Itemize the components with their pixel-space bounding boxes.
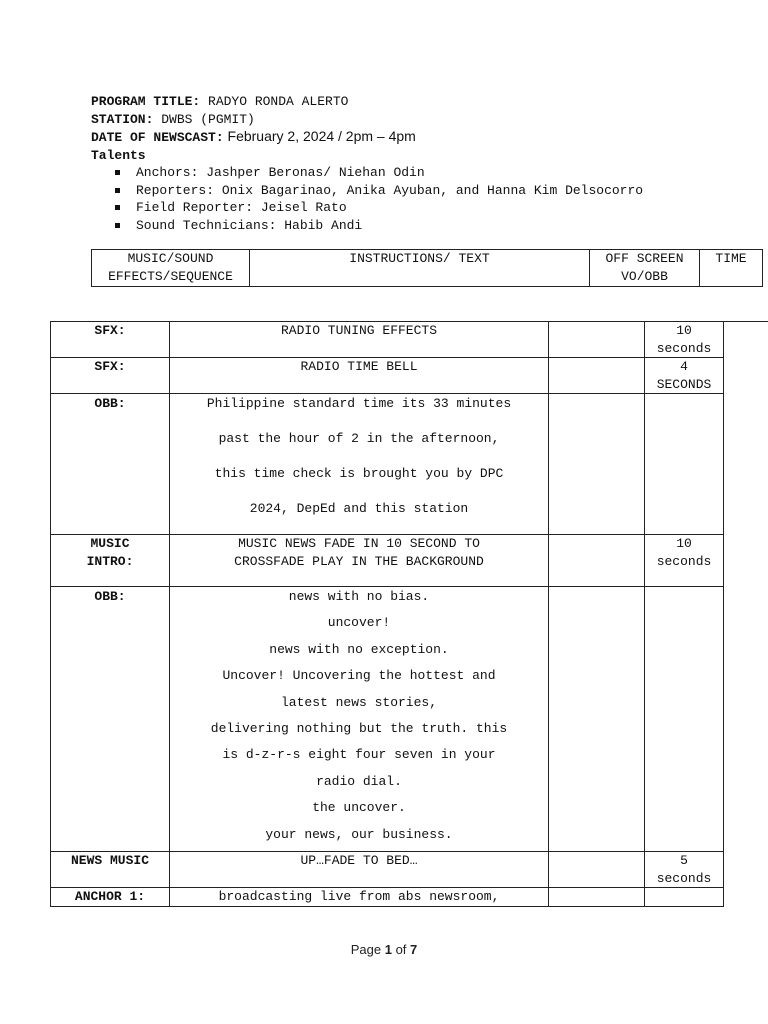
- talents-heading: Talents: [91, 147, 146, 163]
- row-voice: [549, 852, 645, 888]
- row-time: [645, 587, 724, 852]
- row-time: 4 SECONDS: [645, 358, 724, 394]
- talent-item: Field Reporter: Jeisel Rato: [91, 199, 643, 217]
- row-text: Philippine standard time its 33 minutes past the hour of 2 in the afternoon, this time check is brought you by DPC 2024, DepEd and this station: [170, 394, 549, 535]
- row-time: 5 seconds: [645, 852, 724, 888]
- row-voice: [549, 587, 645, 852]
- table-row: [51, 587, 724, 852]
- row-time: 10 seconds: [645, 535, 724, 587]
- row-label: NEWS MUSIC: [51, 852, 170, 888]
- row-label: ANCHOR 1:: [51, 888, 170, 907]
- table-row: [51, 322, 724, 358]
- row-time: 10 seconds: [645, 322, 724, 358]
- table-row: [51, 394, 724, 535]
- row-voice: [549, 394, 645, 535]
- talent-item: Reporters: Onix Bagarinao, Anika Ayuban, and Hanna Kim Delsocorro: [91, 182, 643, 200]
- table-row: [51, 888, 724, 907]
- row-text: RADIO TUNING EFFECTS: [170, 322, 549, 358]
- col-time: TIME: [700, 250, 763, 287]
- row-voice: [549, 535, 645, 587]
- row-label: MUSIC INTRO:: [51, 535, 170, 587]
- row-voice: [549, 888, 645, 907]
- row-text: news with no bias. uncover! news with no exception. Uncover! Uncovering the hottest and latest news stories, delivering nothing but the truth. this is d-z-r-s eight four seven in your radio dial. the uncover. your news, our business.: [170, 587, 549, 852]
- station-line: STATION: DWBS (PGMIT): [91, 111, 255, 127]
- talent-item: Sound Technicians: Habib Andi: [91, 217, 643, 235]
- talents-list: [91, 164, 643, 234]
- document-header: [91, 93, 643, 234]
- table-row: [51, 852, 724, 888]
- row-label: OBB:: [51, 394, 170, 535]
- row-text: UP…FADE TO BED…: [170, 852, 549, 888]
- row-label: OBB:: [51, 587, 170, 852]
- col-instructions: INSTRUCTIONS/ TEXT: [250, 250, 590, 287]
- script-table: [50, 321, 724, 907]
- program-title-line: PROGRAM TITLE: RADYO RONDA ALERTO: [91, 94, 349, 109]
- row-text: MUSIC NEWS FADE IN 10 SECOND TO CROSSFADE PLAY IN THE BACKGROUND: [170, 535, 549, 587]
- row-voice: [549, 358, 645, 394]
- date-line: DATE OF NEWSCAST: February 2, 2024 / 2pm – 4pm: [91, 128, 416, 145]
- row-voice: [549, 322, 645, 358]
- column-header-table: [91, 249, 763, 287]
- row-text: broadcasting live from abs newsroom,: [170, 888, 549, 907]
- table-row: [51, 535, 724, 587]
- talent-item: Anchors: Jashper Beronas/ Niehan Odin: [91, 164, 643, 182]
- col-music-sfx: MUSIC/SOUND EFFECTS/SEQUENCE: [92, 250, 250, 287]
- row-label: SFX:: [51, 358, 170, 394]
- col-off-screen: OFF SCREEN VO/OBB: [590, 250, 700, 287]
- row-text: RADIO TIME BELL: [170, 358, 549, 394]
- page-footer: Page 1 of 7: [350, 942, 418, 957]
- row-time: [645, 394, 724, 535]
- row-label: SFX:: [51, 322, 170, 358]
- row-time: [645, 888, 724, 907]
